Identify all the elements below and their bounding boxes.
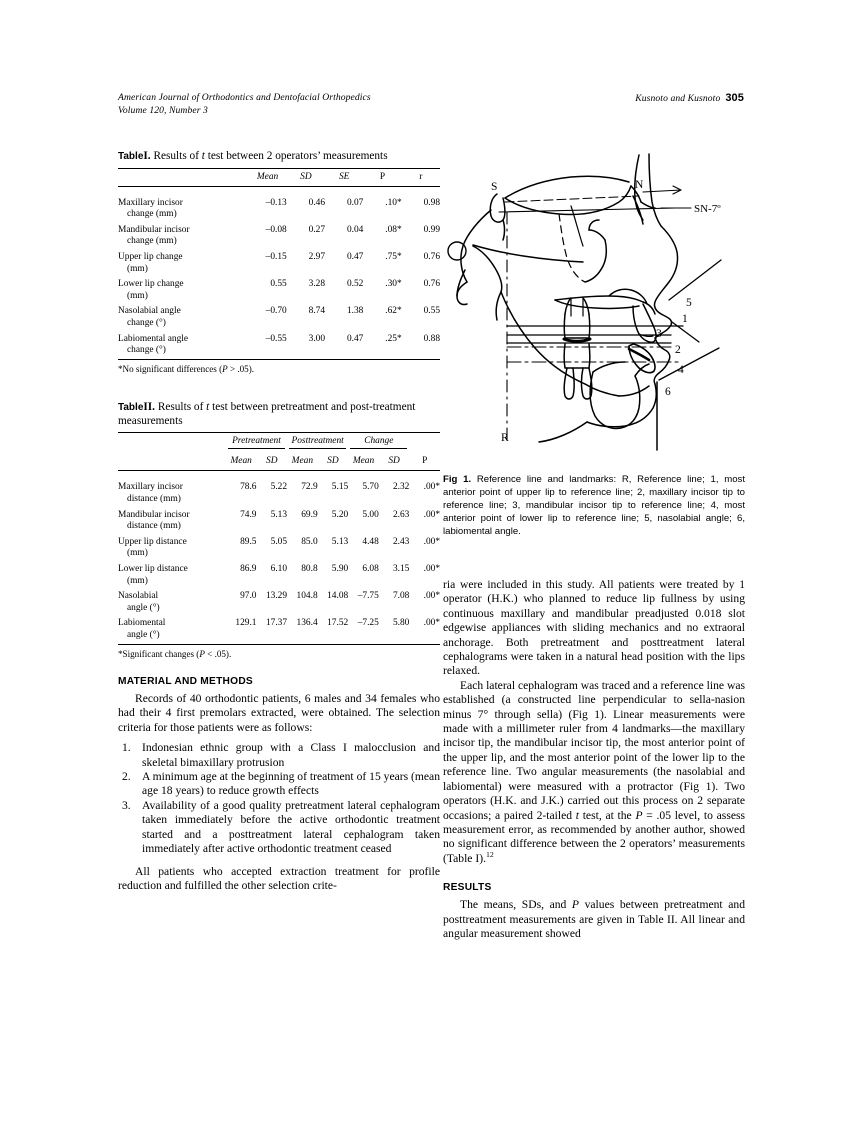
list-item [118, 741, 440, 770]
cell-se: 0.47 [346, 333, 364, 344]
material-methods-paragraph-1: Records of 40 orthodontic patients, 6 males and 34 females who had their 4 first premolars extracted, were obtained. The selection criteria for those patients were as follows: [118, 692, 440, 734]
cell-change-mean: –7.75 [357, 591, 379, 602]
row-label-line2: change (mm) [127, 209, 177, 220]
cell-pre-sd: 6.10 [270, 563, 288, 574]
row-label-line2: angle (°) [127, 629, 160, 640]
journal-volume: Volume 120, Number 3 [118, 104, 208, 116]
cell-change-sd: 2.32 [392, 482, 410, 493]
right-paragraph-2 [443, 679, 745, 866]
cell-pre-mean: 78.6 [240, 482, 257, 493]
row-label-line2: (mm) [127, 575, 148, 586]
right-paragraph-2-c: = .05 level, to assess measurement error, as recommended by another author, showed no significant difference between the 2 operators’ measurements (Table I). [443, 808, 745, 865]
row-label-line1: Labiomental angle [118, 333, 189, 344]
cell-sd: 2.97 [308, 251, 326, 262]
table-2-col-change-mean: Mean [352, 456, 375, 467]
row-label [118, 589, 226, 616]
cell-change-mean: –7.25 [357, 618, 379, 629]
right-paragraph-2-italic-p: P [635, 808, 643, 822]
row-label-line1: Nasolabial [118, 591, 159, 602]
table-row [118, 535, 440, 562]
label-landmark-1: 1 [682, 313, 688, 325]
cell-pre-sd: 5.13 [270, 509, 288, 520]
cell-change-mean: 5.00 [362, 509, 379, 520]
table-row [118, 186, 440, 196]
left-column [118, 150, 440, 893]
row-label-line2: angle (°) [127, 602, 160, 613]
table-2-group-0 [118, 433, 226, 454]
cell-pre-mean: 129.1 [235, 618, 257, 629]
table-1-caption-italic: t [201, 150, 205, 162]
section-heading-results: RESULTS [443, 882, 492, 894]
cell-p: .00* [423, 591, 440, 602]
cell-r: 0.98 [423, 197, 440, 208]
table-1-col-r: r [419, 171, 423, 182]
cell-sd: 3.28 [308, 279, 326, 290]
cell-post-sd: 5.13 [331, 536, 349, 547]
row-label-line1: Mandibular incisor [118, 509, 190, 520]
row-label-line1: Lower lip change [118, 279, 184, 290]
row-label-line1: Nasolabial angle [118, 306, 181, 317]
cell-se: 0.04 [346, 224, 364, 235]
row-label-line1: Lower lip distance [118, 563, 188, 574]
table-row [118, 250, 440, 277]
cell-pre-mean: 89.5 [240, 536, 257, 547]
figure-number: 1. [463, 474, 472, 485]
label-landmark-2: 2 [675, 344, 681, 356]
figure-caption-text: Reference line and landmarks: R, Reference line; 1, most anterior point of upper lip to reference line; 2, maxillary incisor tip to reference line; 3, mandibular incisor tip to reference line; 4, most anterior point of lower lip to reference line; 5, nasolabial angle; 6, labiomental angle. [443, 474, 745, 537]
table-row [118, 562, 440, 589]
table-2-col-post-sd: SD [327, 456, 339, 467]
row-label [118, 223, 248, 250]
cell-r: 0.76 [423, 279, 440, 290]
table-1-col-mean: Mean [256, 171, 279, 182]
list-item-text: A minimum age at the beginning of treatment of 15 years (mean age 18 years) to reduce growth effects [142, 770, 440, 798]
table-2-group-header-row [118, 433, 440, 454]
row-label [118, 304, 248, 331]
material-methods-paragraph-2: All patients who accepted extraction treatment for profile reduction and fulfilled the other selection crite- [118, 864, 440, 892]
table-2-body [118, 471, 440, 644]
cell-mean: 0.55 [270, 279, 287, 290]
table-row [118, 589, 440, 616]
cell-change-sd: 7.08 [392, 591, 410, 602]
cell-se: 0.07 [346, 197, 364, 208]
cell-post-mean: 104.8 [296, 591, 318, 602]
row-label-line2: distance (mm) [127, 521, 181, 532]
right-paragraph-2-a: Each lateral cephalogram was traced and a reference line was established (a constructed line perpendicular to sella-nasion minus 7° through sella) (Fig 1). Linear measurements were made with a millimeter ruler from 4 landmarks—the maxillary incisor tip, the mandibular incisor tip, the most anterior point of the upper lip, and the most anterior point of the lower lip to the reference line. Two angular measurements (the nasolabial and labiomental) were measured with a protractor (Fig 1). Two operators (H.K. and J.K.) carried out this process on 2 separate occasions; a paired 2-tailed [443, 678, 745, 822]
cell-pre-sd: 13.29 [265, 591, 288, 602]
table-row [118, 304, 440, 331]
cell-r: 0.55 [423, 306, 440, 317]
cell-post-mean: 80.8 [301, 563, 318, 574]
cell-change-mean: 5.70 [362, 482, 379, 493]
row-label-line2: change (mm) [127, 236, 177, 247]
cell-pre-mean: 97.0 [240, 591, 257, 602]
figure-annotation-group [491, 179, 721, 444]
cell-sd: 3.00 [308, 333, 326, 344]
row-label-line2: (mm) [127, 290, 148, 301]
table-2-group-change: Change [348, 433, 409, 454]
table-1-col-0 [118, 168, 248, 186]
label-nasion: N [635, 179, 644, 191]
cell-mean: –0.55 [265, 333, 287, 344]
row-label [118, 562, 226, 589]
cell-p: .75* [385, 251, 402, 262]
cell-p: .00* [423, 563, 440, 574]
reference-superscript: 12 [485, 849, 494, 859]
table-2-col-0 [118, 453, 226, 471]
cell-mean: –0.13 [265, 197, 287, 208]
footnote-post: < .05). [204, 649, 232, 660]
page-number: 305 [725, 92, 744, 104]
row-label-line2: distance (mm) [127, 494, 181, 504]
list-item-number: 2. [122, 770, 131, 784]
list-item-text: Indonesian ethnic group with a Class I malocclusion and skeletal bimaxillary protrusion [142, 741, 440, 769]
footnote-pre: *Significant changes ( [118, 649, 200, 660]
table-1-caption-pre: Results of [150, 150, 202, 162]
table-row [118, 277, 440, 304]
cell-pre-sd: 17.37 [265, 618, 288, 629]
cell-p: .00* [423, 482, 440, 493]
figure-1-caption [443, 474, 745, 539]
footnote-post: > .05). [227, 364, 255, 375]
table-row [118, 616, 440, 644]
list-item [118, 770, 440, 799]
table-2-col-change-sd: SD [388, 456, 400, 467]
row-label [118, 277, 248, 304]
running-head-journal [118, 92, 548, 117]
table-1-caption [118, 150, 440, 164]
cell-post-mean: 72.9 [301, 482, 318, 493]
table-2-header-row [118, 453, 440, 471]
table-2-group-posttreatment: Posttreatment [287, 433, 348, 454]
table-1-caption-post: test between 2 operators’ measurements [204, 150, 388, 162]
table-2-block [118, 401, 440, 660]
cell-post-sd: 14.08 [327, 591, 349, 602]
footnote-italic: P [222, 364, 228, 375]
list-item-number: 3. [122, 798, 131, 812]
row-label-line1: Maxillary incisor [118, 197, 183, 208]
label-landmark-3: 3 [656, 328, 662, 340]
cell-post-sd: 5.90 [331, 563, 349, 574]
table-2-col-pre-sd: SD [266, 456, 278, 467]
label-landmark-6: 6 [665, 386, 671, 398]
label-landmark-4: 4 [678, 364, 684, 376]
cell-change-mean: 4.48 [362, 536, 379, 547]
cell-mean: –0.70 [265, 306, 287, 317]
cephalogram-tracing-svg [443, 150, 753, 460]
table-row [118, 480, 440, 507]
row-label [118, 535, 226, 562]
row-label-line1: Labiomental [118, 618, 166, 629]
table-2 [118, 432, 440, 644]
row-label [118, 616, 226, 644]
right-paragraph-continued: ria were included in this study. All patients were treated by 1 operator (H.K.) who planned to reduce lip fullness by using continuous maxillary and mandibular preadjusted 0.018 slot edgewise appliances with sliding mechanics and no extraoral anchorage. Both pretreatment and posttreatment lateral cephalograms were taken in a natural head position with the lips relaxed. [443, 578, 745, 678]
cell-se: 1.38 [346, 306, 364, 317]
cell-post-mean: 85.0 [301, 536, 318, 547]
row-label [118, 480, 226, 507]
cell-post-sd: 17.52 [327, 618, 349, 629]
cell-p: .00* [423, 536, 440, 547]
table-2-label: Table [118, 402, 144, 414]
table-row [118, 508, 440, 535]
section-heading-material-methods: MATERIAL AND METHODS [118, 676, 253, 688]
cell-change-sd: 5.80 [392, 618, 410, 629]
table-1 [118, 168, 440, 360]
cell-r: 0.76 [423, 251, 440, 262]
row-label-line2: (mm) [127, 548, 148, 559]
table-2-group-4 [409, 433, 440, 454]
table-2-footnote [118, 645, 440, 661]
table-1-body [118, 186, 440, 359]
list-item [118, 799, 440, 857]
table-2-col-pre-mean: Mean [230, 456, 252, 467]
list-item-text: Availability of a good quality pretreatment lateral cephalogram taken immediately before the active orthodontic treatment started and a posttreatment lateral cephalogram taken immediately after active orthodontic treatment ceased [142, 798, 440, 856]
cell-change-sd: 2.43 [392, 536, 410, 547]
cell-pre-mean: 74.9 [240, 509, 257, 520]
table-row [118, 332, 440, 360]
figure-label: Fig [443, 474, 458, 485]
table-1-head [118, 168, 440, 186]
selection-criteria-list [118, 741, 440, 856]
row-label-line1: Upper lip distance [118, 536, 187, 547]
table-2-col-p: P [422, 456, 428, 467]
table-2-caption-pre: Results of [155, 401, 207, 414]
table-1-number: I. [143, 150, 151, 162]
cell-post-sd: 5.15 [331, 482, 349, 493]
cell-post-mean: 69.9 [301, 509, 318, 520]
table-row [118, 223, 440, 250]
row-label-line2: change (°) [127, 317, 166, 328]
label-landmark-5: 5 [686, 297, 692, 309]
row-label-line2: change (°) [127, 345, 166, 356]
cell-p: .30* [385, 279, 402, 290]
table-2-caption-post: test between pretreatment and post-treatment measurements [118, 401, 416, 427]
table-2-number: II. [143, 401, 156, 414]
list-item-number: 1. [122, 741, 131, 755]
running-head-authors [635, 92, 744, 106]
figure-1-cephalometric-tracing [443, 150, 753, 460]
row-label-line2: (mm) [127, 263, 148, 274]
table-2-caption [118, 401, 440, 428]
cell-p: .08* [385, 224, 402, 235]
cell-mean: –0.15 [265, 251, 287, 262]
cell-p: .62* [385, 306, 402, 317]
table-1-block [118, 150, 440, 375]
table-1-header-row [118, 168, 440, 186]
table-1-col-p: P [379, 171, 386, 182]
cell-sd: 0.27 [308, 224, 326, 235]
table-1-footnote [118, 360, 440, 376]
table-2-caption-italic: t [206, 401, 210, 414]
row-label [118, 508, 226, 535]
cell-r: 0.99 [423, 224, 440, 235]
cell-r: 0.88 [423, 333, 440, 344]
results-italic-p: P [571, 898, 580, 912]
row-label-line1: Upper lip change [118, 251, 183, 262]
right-paragraph-2-italic-t: t [575, 808, 579, 822]
results-paragraph-a: The means, SDs, and [460, 898, 572, 912]
cell-p: .25* [385, 333, 402, 344]
table-row [118, 471, 440, 481]
cell-sd: 8.74 [308, 306, 326, 317]
row-label-line1: Mandibular incisor [118, 224, 190, 235]
table-1-col-sd: SD [300, 171, 312, 182]
results-paragraph [443, 898, 745, 941]
row-label [118, 196, 248, 223]
cell-p: .00* [423, 509, 440, 520]
footnote-pre: *No significant differences ( [118, 364, 223, 375]
right-paragraph-2-b: test, at the [578, 808, 636, 822]
table-2-group-pretreatment: Pretreatment [226, 433, 287, 454]
table-1-label: Table [118, 151, 144, 162]
footnote-italic: P [199, 649, 205, 660]
cell-post-sd: 5.20 [331, 509, 349, 520]
right-column [443, 578, 745, 941]
cell-change-mean: 6.08 [362, 563, 379, 574]
label-reference: R [501, 432, 509, 444]
label-sella: S [491, 181, 498, 193]
cell-sd: 0.46 [308, 197, 326, 208]
cell-post-mean: 136.4 [296, 618, 318, 629]
cell-pre-sd: 5.05 [270, 536, 288, 547]
cell-change-sd: 3.15 [392, 563, 410, 574]
cell-p: .00* [423, 618, 440, 629]
table-row [118, 196, 440, 223]
row-label [118, 250, 248, 277]
cell-pre-sd: 5.22 [270, 482, 288, 493]
cell-p: .10* [385, 197, 402, 208]
cell-mean: –0.08 [265, 224, 287, 235]
label-sn7: SN-7º [694, 203, 721, 215]
table-1-col-se: SE [338, 171, 350, 182]
cell-se: 0.52 [346, 279, 364, 290]
cell-change-sd: 2.63 [392, 509, 410, 520]
row-label [118, 332, 248, 360]
table-2-head [118, 433, 440, 471]
table-2-col-post-mean: Mean [291, 456, 314, 467]
cell-se: 0.47 [346, 251, 364, 262]
results-paragraph-b: values between pretreatment and posttreatment measurements are given in Table II. All linear and angular measurement showed [443, 898, 745, 940]
cell-pre-mean: 86.9 [240, 563, 257, 574]
author-names: Kusnoto and Kusnoto [635, 93, 721, 104]
journal-title: American Journal of Orthodontics and Dentofacial Orthopedics [118, 92, 371, 103]
row-label-line1: Maxillary incisor [118, 482, 183, 493]
